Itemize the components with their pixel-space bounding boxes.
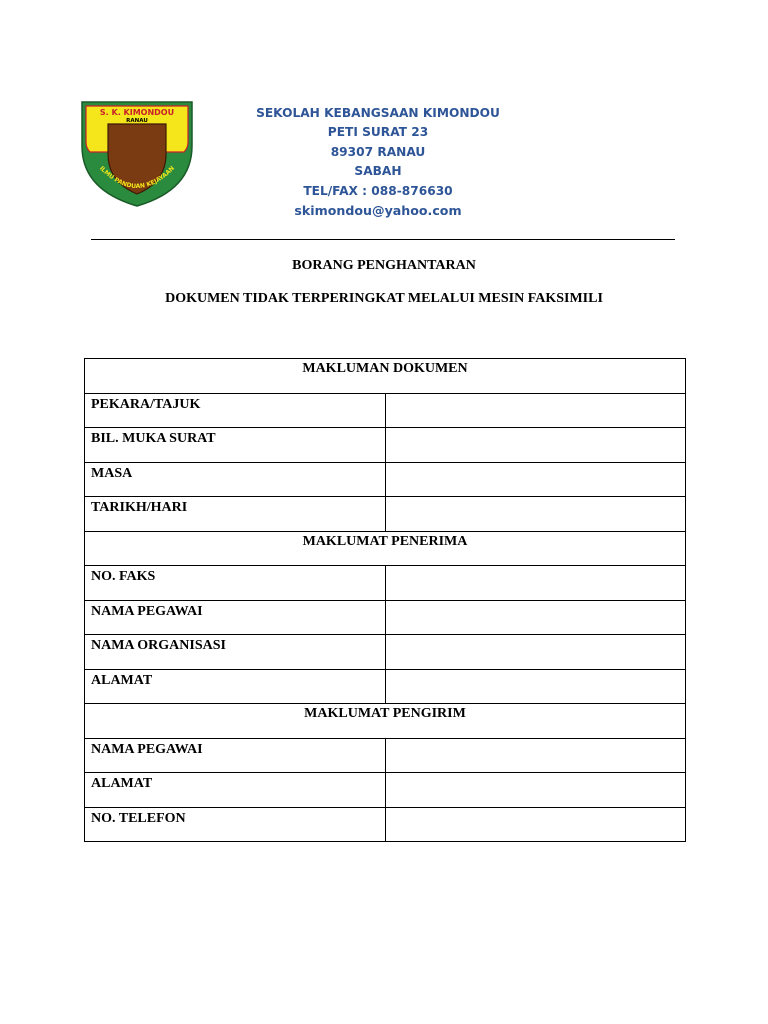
field-value-cell[interactable]	[385, 566, 686, 601]
field-label: NAMA PEGAWAI	[85, 600, 386, 635]
section-row	[85, 359, 686, 394]
table-row	[85, 738, 686, 773]
school-name: SEKOLAH KEBANGSAAN KIMONDOU	[256, 106, 500, 120]
table-row	[85, 566, 686, 601]
school-state: SABAH	[354, 164, 402, 179]
school-email: skimondou@yahoo.com	[294, 203, 462, 219]
field-label: MASA	[85, 462, 386, 497]
logo-sub-text: RANAU	[126, 118, 148, 124]
field-label: TARIKH/HARI	[85, 497, 386, 532]
school-telfax: TEL/FAX : 088-876630	[303, 183, 453, 198]
field-label: NO. FAKS	[85, 566, 386, 601]
table-row	[85, 497, 686, 532]
field-label: PEKARA/TAJUK	[85, 393, 386, 428]
section-heading-recipient: MAKLUMAT PENERIMA	[85, 531, 686, 566]
logo-motto: ILMU PANDUAN KEJAYAAN	[98, 164, 177, 191]
school-postcode-city: 89307 RANAU	[330, 144, 426, 159]
table-row	[85, 600, 686, 635]
school-letterhead	[208, 104, 548, 220]
field-label: BIL. MUKA SURAT	[85, 428, 386, 463]
table-row	[85, 807, 686, 842]
fax-form-table	[84, 358, 686, 842]
field-value-cell[interactable]	[385, 428, 686, 463]
section-heading-document: MAKLUMAN DOKUMEN	[85, 359, 686, 394]
form-title: BORANG PENGHANTARAN	[292, 258, 476, 273]
field-value-cell[interactable]	[385, 738, 686, 773]
table-row	[85, 393, 686, 428]
header-divider	[91, 239, 675, 240]
table-row	[85, 428, 686, 463]
table-row	[85, 462, 686, 497]
field-value-cell[interactable]	[385, 497, 686, 532]
school-po-box: PETI SURAT 23	[327, 125, 429, 140]
field-label: NAMA ORGANISASI	[85, 635, 386, 670]
field-value-cell[interactable]	[385, 635, 686, 670]
field-value-cell[interactable]	[385, 669, 686, 704]
form-subtitle: DOKUMEN TIDAK TERPERINGKAT MELALUI MESIN FAKSIMILI	[165, 291, 603, 306]
field-value-cell[interactable]	[385, 393, 686, 428]
table-row	[85, 773, 686, 808]
field-label: ALAMAT	[85, 773, 386, 808]
field-label: NO. TELEFON	[85, 807, 386, 842]
section-row	[85, 531, 686, 566]
field-value-cell[interactable]	[385, 807, 686, 842]
field-label: NAMA PEGAWAI	[85, 738, 386, 773]
field-value-cell[interactable]	[385, 462, 686, 497]
logo-top-text: S. K. KIMONDOU	[99, 108, 175, 117]
field-label: ALAMAT	[85, 669, 386, 704]
table-row	[85, 635, 686, 670]
table-row	[85, 669, 686, 704]
field-value-cell[interactable]	[385, 600, 686, 635]
school-logo	[78, 98, 196, 208]
section-row	[85, 704, 686, 739]
section-heading-sender: MAKLUMAT PENGIRIM	[85, 704, 686, 739]
field-value-cell[interactable]	[385, 773, 686, 808]
